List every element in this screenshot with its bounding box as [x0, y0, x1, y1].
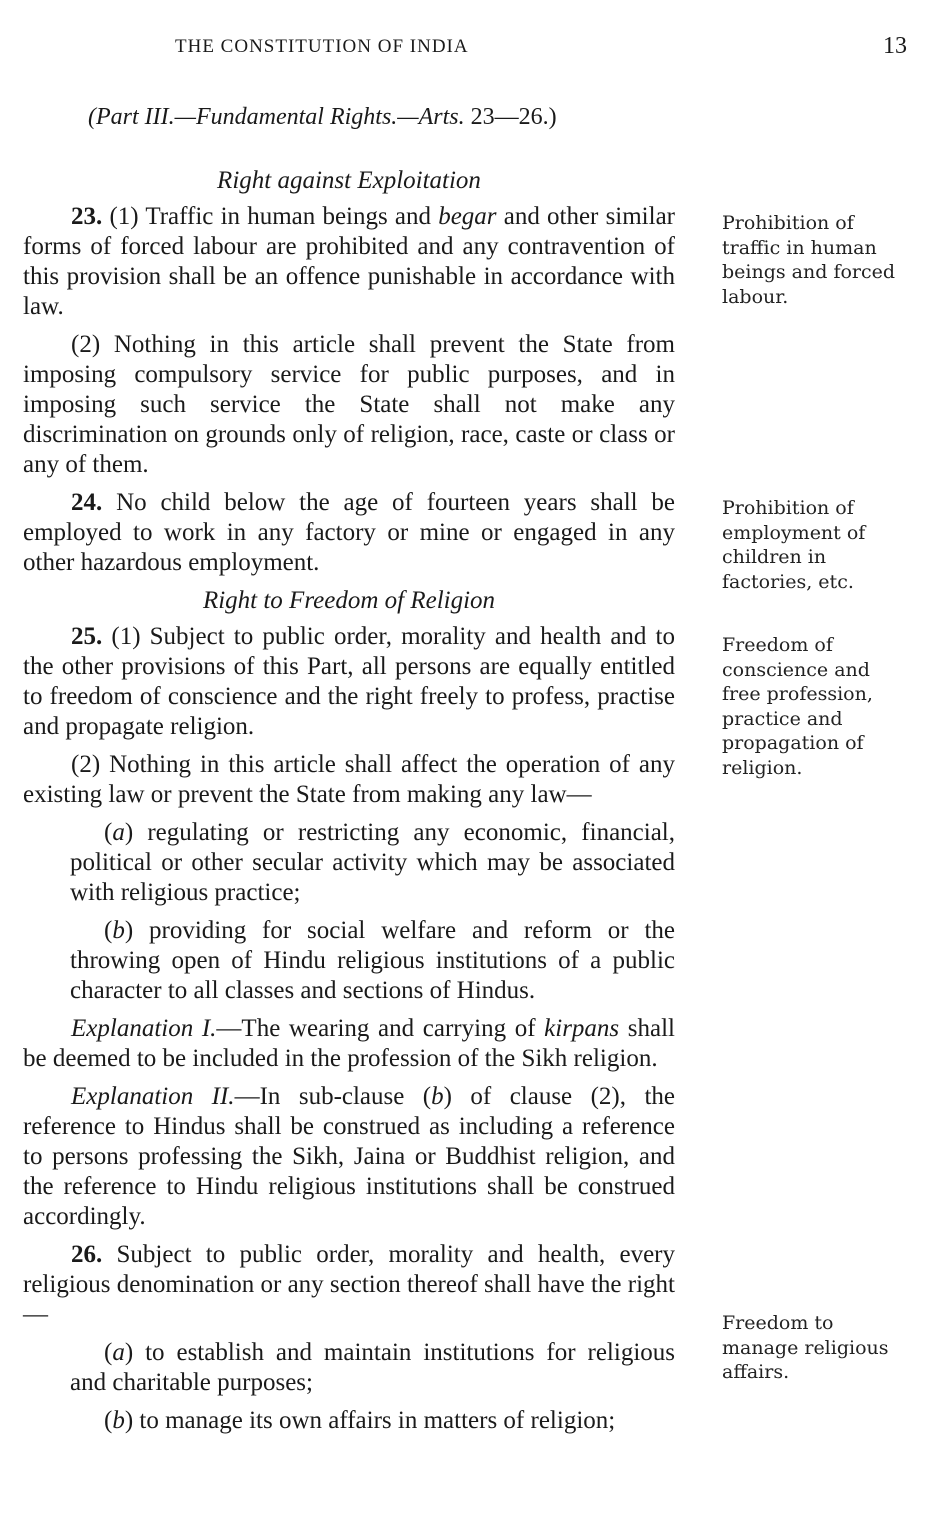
article-25-number: 25. [71, 623, 103, 650]
article-26-subclause-a: (a) to establish and maintain institutions for religious and charitable purposes; [70, 1339, 675, 1396]
section-heading-exploitation: Right against Exploitation [217, 167, 481, 194]
article-23-clause-2: (2) Nothing in this article shall prevent the State from imposing compulsory service for public purposes, and in imposing such service the State shall not make any discrimination on grounds only of religion, race, caste or class or any of them. [23, 331, 675, 478]
article-26: 26. Subject to public order, morality and health, every religious denomination or any section thereof shall have the right— [23, 1241, 675, 1328]
article-25-subclause-a: (a) regulating or restricting any economic, financial, political or other secular activity which may be associated with religious practice; [70, 819, 675, 906]
article-25-explanation-2: Explanation II.—In sub-clause (b) of clause (2), the reference to Hindus shall be construed as including a reference to persons professing the Sikh, Jaina or Buddhist religion, and the reference to Hindu religious institutions shall be construed accordingly. [23, 1083, 676, 1230]
article-25-clause-2: (2) Nothing in this article shall affect the operation of any existing law or prevent the State from making any law— [23, 751, 675, 808]
term-kirpans: kirpans [544, 1015, 620, 1042]
article-25-subclause-b: (b) providing for social welfare and reform or the throwing open of Hindu religious institutions of a public character to all classes and sections of Hindus. [70, 917, 675, 1004]
main-text-column [23, 166, 675, 1444]
part-heading-range: 23—26.) [470, 104, 557, 130]
margin-note-article-24: Prohibition of employment of children in factories, etc. [722, 497, 866, 593]
part-heading-lead: (Part III.—Fundamental Rights.—Arts. [88, 104, 471, 130]
article-25-clause-1: 25. (1) Subject to public order, morality and health and to the other provisions of this Part, all persons are equally entitled to freedom of conscience and the right freely to profess, practise and propagate religion. [23, 623, 675, 740]
article-24-number: 24. [71, 489, 103, 516]
section-heading-religion: Right to Freedom of Religion [202, 587, 496, 614]
article-24: 24. No child below the age of fourteen years shall be employed to work in any factory or mine or engaged in any other hazardous employment. [23, 489, 675, 576]
margin-note-article-23: Prohibition of traffic in human beings and forced labour. [722, 212, 896, 308]
article-26-number: 26. [71, 1241, 103, 1268]
margin-note-article-26: Freedom to manage religious affairs. [722, 1312, 889, 1383]
page-number: 13 [883, 33, 907, 59]
running-title: THE CONSTITUTION OF INDIA [175, 36, 469, 57]
article-23-clause-1: 23. (1) Traffic in human beings and begar and other similar forms of forced labour are prohibited and any contravention of this provision shall be an offence punishable in accordance with law. [23, 203, 676, 320]
article-26-subclause-b: (b) to manage its own affairs in matters of religion; [104, 1407, 616, 1434]
term-begar: begar [438, 203, 497, 230]
article-23-number: 23. [71, 203, 103, 230]
part-heading [88, 104, 557, 131]
article-25-explanation-1: Explanation I.—The wearing and carrying of kirpans shall be deemed to be included in the profession of the Sikh religion. [23, 1015, 676, 1072]
margin-note-article-25: Freedom of conscience and free profession, practice and propagation of religion. [722, 634, 873, 779]
